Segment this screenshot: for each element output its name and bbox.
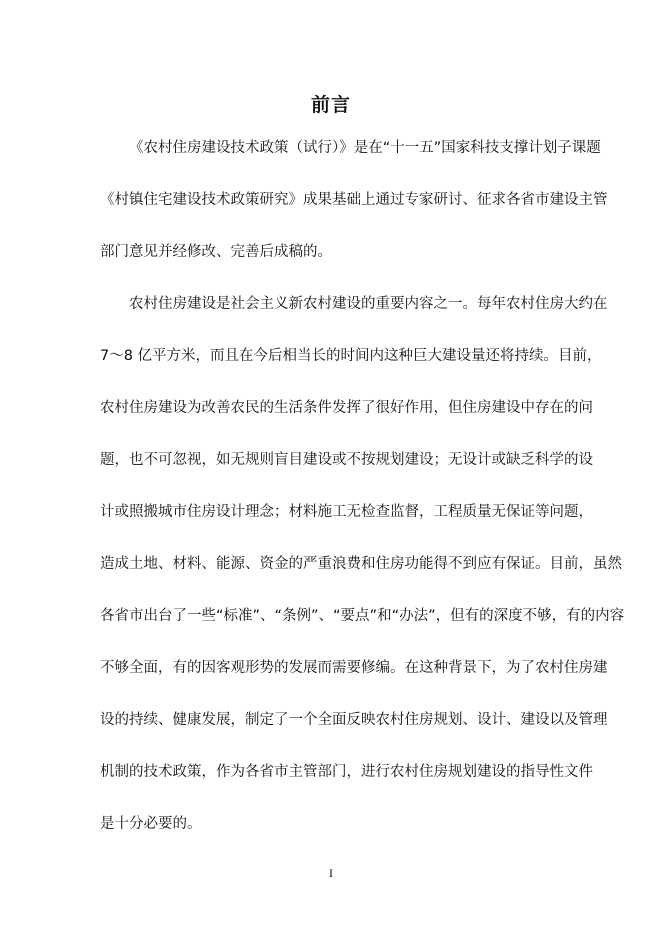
text-line: 《村镇住宅建设技术政策研究》成果基础上通过专家研讨、征求各省市建设主管: [100, 192, 608, 208]
text-line: 农村住房建设为改善农民的生活条件发挥了很好作用，但住房建设中存在的问: [100, 400, 593, 416]
text-line: 各省市出台了一些“标准”、“条例”、“要点”和“办法”，但有的深度不够，有的内容: [100, 608, 625, 624]
text-line: 农村住房建设是社会主义新农村建设的重要内容之一。每年农村住房大约在: [129, 296, 608, 312]
text-line: 7～8 亿平方米，而且在今后相当长的时间内这种巨大建设量还将持续。目前，: [100, 348, 602, 364]
text-line: 部门意见并经修改、完善后成稿的。: [100, 244, 332, 260]
text-line: 设的持续、健康发展，制定了一个全面反映农村住房规划、设计、建设以及管理: [100, 712, 608, 728]
text-line: 是十分必要的。: [100, 816, 202, 832]
text-line: 计或照搬城市住房设计理念；材料施工无检查监督，工程质量无保证等问题，: [100, 504, 593, 520]
text-line: 机制的技术政策，作为各省市主管部门，进行农村住房规划建设的指导性文件: [100, 764, 593, 780]
page-number: I: [329, 866, 333, 880]
page-title: 前言: [310, 94, 351, 116]
text-line: 题，也不可忽视，如无规则盲目建设或不按规划建设；无设计或缺乏科学的设: [100, 452, 593, 468]
text-line: 造成土地、材料、能源、资金的严重浪费和住房功能得不到应有保证。目前，虽然: [100, 556, 622, 572]
text-line: 不够全面，有的因客观形势的发展而需要修编。在这种背景下，为了农村住房建: [100, 660, 608, 676]
text-line: 《农村住房建设技术政策（试行）》是在“十一五”国家科技支撑计划子课题: [129, 140, 601, 156]
